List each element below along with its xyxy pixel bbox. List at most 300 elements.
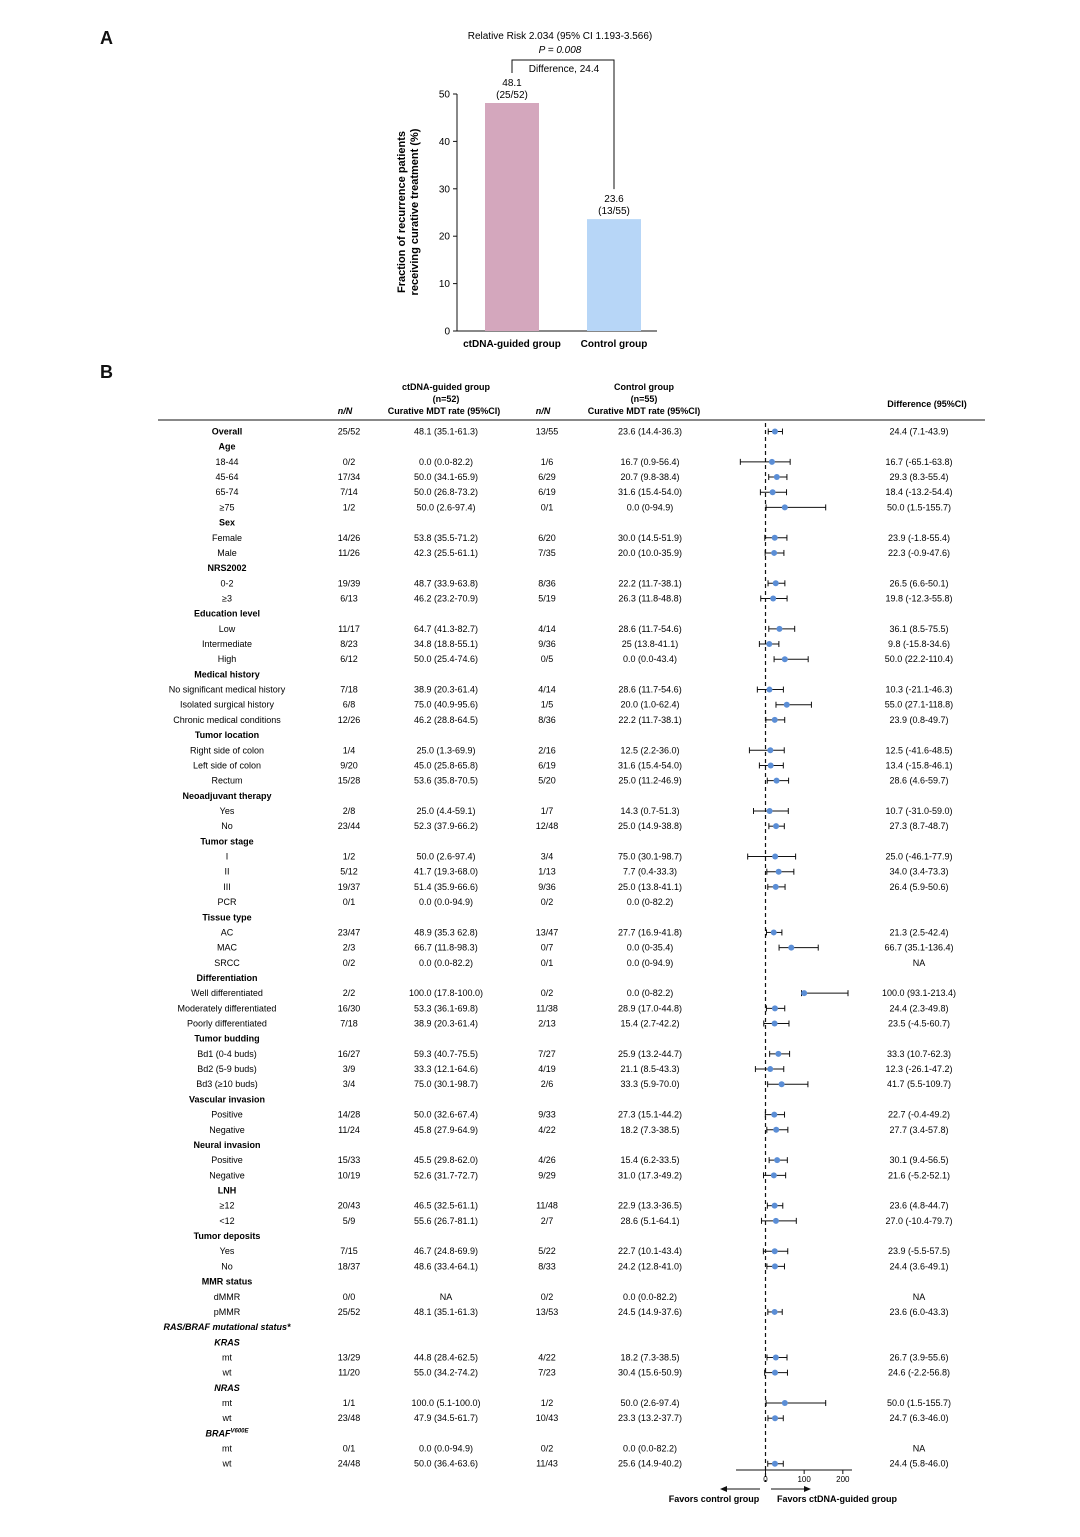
cell-n2: 0/1 [540,502,554,513]
point-estimate [767,1066,773,1072]
cell-n1: 6/8 [342,699,356,710]
cell-rate1: 45.0 (25.8-65.8) [413,760,479,771]
subgroup-header-row [218,1186,237,1196]
cell-n2: 13/53 [535,1306,559,1317]
cell-n1: 14/26 [337,532,361,543]
cell-n2: 0/2 [540,897,554,908]
cell-n2: 13/47 [535,927,559,938]
cell-rate1: 64.7 (41.3-82.7) [413,623,479,634]
cell-rate2: 24.5 (14.9-37.6) [617,1306,683,1317]
table-row [218,654,953,664]
subgroup-header-row [194,669,260,679]
row-label: <12 [219,1215,235,1226]
row-label: Female [211,532,243,543]
point-estimate [772,1263,778,1269]
point-estimate [774,778,780,784]
table-row [169,685,953,695]
cell-difference: 100.0 (93.1-213.4) [881,988,957,999]
cell-n2: 9/29 [538,1170,556,1181]
y-axis-label-line: receiving curative treatment (%) [409,128,421,296]
cell-rate2: 25.0 (13.8-41.1) [617,881,683,892]
header-difference: Difference (95%CI) [887,399,967,409]
row-label: III [223,881,231,892]
cell-rate1: NA [439,1291,453,1302]
cell-rate2: 25.6 (14.9-40.2) [617,1458,683,1469]
point-estimate [776,626,782,632]
cell-rate2: 22.2 (11.7-38.1) [618,714,682,725]
cell-rate1: 48.1 (35.1-61.3) [413,1306,479,1317]
cell-difference: 16.7 (-65.1-63.8) [885,456,953,467]
table-row [178,1003,949,1013]
cell-rate2: 21.1 (8.5-43.3) [620,1064,680,1075]
cell-n2: 1/13 [538,866,556,877]
row-label: Intermediate [201,639,253,650]
cell-rate1: 0.0 (0.0-94.9) [418,1443,474,1454]
row-label: No significant medical history [168,684,286,695]
cell-n2: 12/48 [535,821,559,832]
cell-difference: 50.0 (1.5-155.7) [886,1398,952,1409]
cell-difference: 23.6 (6.0-43.3) [889,1306,949,1317]
header-nn-2: n/N [535,406,551,416]
table-row [209,1170,950,1180]
cell-rate1: 50.0 (25.4-74.6) [413,654,479,665]
cell-rate1: 48.6 (33.4-64.1) [413,1261,479,1272]
cell-n1: 20/43 [337,1200,361,1211]
point-estimate [782,504,788,510]
subgroup-header-row [214,1337,240,1347]
row-label: II [224,866,230,877]
x-category-label: Control group [580,339,648,350]
difference-text: Difference, 24.4 [528,64,600,75]
cell-rate2: 28.6 (11.7-54.6) [618,623,682,634]
subgroup-header-row [182,791,271,801]
table-row [222,1352,949,1362]
cell-rate2: 20.0 (10.0-35.9) [617,547,683,558]
table-row [224,867,948,877]
cell-n1: 16/30 [337,1003,361,1014]
table-row [190,745,953,755]
cell-n2: 5/22 [538,1246,556,1257]
row-label: AC [220,927,234,938]
cell-rate1: 50.0 (2.6-97.4) [416,851,476,862]
cell-rate2: 25.0 (14.9-38.8) [617,821,683,832]
point-estimate [769,459,775,465]
table-row [193,760,953,770]
cell-n1: 0/1 [342,897,356,908]
cell-difference: 21.6 (-5.2-52.1) [887,1170,951,1181]
cell-difference: 34.0 (3.4-73.3) [889,866,949,877]
cell-difference: 23.9 (-1.8-55.4) [887,532,951,543]
cell-rate2: 28.6 (11.7-54.6) [618,684,682,695]
cell-rate2: 25 (13.8-41.1) [621,639,679,650]
point-estimate [774,1157,780,1163]
point-estimate [772,1005,778,1011]
cell-n1: 24/48 [337,1458,361,1469]
row-label-superscript: V600E [230,1428,249,1435]
subgroup-header-row [196,973,257,983]
cell-n1: 11/17 [338,623,360,634]
cell-difference: 50.0 (22.2-110.4) [884,654,954,665]
point-estimate [771,550,777,556]
header-group2-title: Control group [614,382,674,392]
cell-rate2: 25.9 (13.2-44.7) [617,1048,683,1059]
cell-rate2: 28.6 (5.1-64.1) [620,1215,680,1226]
cell-rate1: 42.3 (25.5-61.1) [413,547,479,558]
table-row [222,1398,951,1408]
point-estimate [779,1081,785,1087]
cell-rate2: 23.3 (13.2-37.7) [617,1413,683,1424]
cell-difference: 25.0 (-46.1-77.9) [885,851,953,862]
table-row [202,639,950,649]
row-label: Tumor location [194,730,260,741]
point-estimate [772,1021,778,1027]
cell-rate2: 20.0 (1.0-62.4) [620,699,680,710]
row-label: Bd2 (5-9 buds) [197,1064,257,1075]
favors-control-label: Favors control group [668,1494,760,1504]
cell-n2: 2/6 [540,1079,554,1090]
cell-n2: 11/48 [536,1200,558,1211]
table-row [173,715,948,725]
cell-n2: 1/6 [540,456,554,467]
table-row [187,1019,950,1029]
table-row [215,472,948,482]
cell-n2: 7/23 [538,1367,556,1378]
point-estimate [784,702,790,708]
cell-n1: 11/26 [338,547,360,558]
table-row [222,1413,949,1423]
cell-rate1: 46.7 (24.8-69.9) [413,1246,479,1257]
cell-n2: 4/14 [538,684,556,695]
bar-count-label: (25/52) [496,90,528,102]
subgroup-header-row [189,1094,265,1104]
row-label: Tumor budding [194,1033,260,1044]
header-group1-rate: Curative MDT rate (95%CI) [387,406,501,416]
cell-n2: 0/7 [540,942,554,953]
cell-n1: 1/2 [342,502,356,513]
point-estimate [772,1248,778,1254]
cell-n2: 8/36 [538,714,556,725]
cell-n1: 0/2 [342,456,356,467]
row-label: I [225,851,229,862]
row-label: NRAS [214,1382,240,1393]
cell-n1: 5/9 [342,1215,356,1226]
table-row [219,624,949,634]
y-tick-label: 40 [438,136,450,148]
point-estimate [772,429,778,435]
point-estimate [767,808,773,814]
row-label: No [221,821,233,832]
row-label: Bd3 (≥10 buds) [196,1079,258,1090]
table-row [209,1125,948,1135]
subgroup-header-row [193,1140,260,1150]
row-label: Yes [219,1246,235,1257]
cell-n2: 9/33 [538,1109,556,1120]
cell-rate1: 48.1 (35.1-61.3) [413,426,479,437]
cell-n2: 1/7 [540,806,554,816]
cell-rate2: 25.0 (11.2-46.9) [618,775,682,786]
row-label: Rectum [211,775,243,786]
cell-n1: 14/28 [337,1109,361,1120]
cell-rate2: 23.6 (14.4-36.3) [617,426,683,437]
cell-difference: 12.3 (-26.1-47.2) [885,1064,953,1075]
cell-rate2: 15.4 (2.7-42.2) [620,1018,680,1029]
cell-n2: 9/36 [538,881,556,892]
cell-rate2: 30.4 (15.6-50.9) [617,1367,683,1378]
row-label: pMMR [213,1306,241,1317]
cell-rate2: 15.4 (6.2-33.5) [620,1155,680,1166]
cell-rate1: 53.6 (35.8-70.5) [413,775,479,786]
row-label: Education level [193,608,261,619]
cell-n2: 4/19 [538,1064,556,1075]
y-tick-label: 0 [444,326,450,338]
cell-n1: 2/8 [342,806,356,816]
point-estimate [766,641,772,647]
cell-n2: 8/33 [538,1261,556,1272]
cell-rate1: 46.2 (28.8-64.5) [413,714,479,725]
cell-difference: 21.3 (2.5-42.4) [889,927,949,938]
point-estimate [773,580,779,586]
cell-rate1: 33.3 (12.1-64.6) [413,1064,479,1075]
row-label: Vascular invasion [188,1094,266,1105]
cell-n1: 2/2 [342,988,356,999]
cell-n1: 11/20 [338,1367,360,1378]
row-label: Moderately differentiated [177,1003,277,1014]
row-label: mt [222,1443,232,1454]
cell-rate2: 22.7 (10.1-43.4) [617,1246,683,1257]
panel-a-letter: A [100,28,113,48]
table-row [214,1307,949,1317]
cell-difference: 19.8 (-12.3-55.8) [885,593,953,604]
point-estimate [772,717,778,723]
cell-rate1: 47.9 (34.5-61.7) [413,1413,479,1424]
cell-rate2: 0.0 (0.0-82.2) [622,1443,678,1454]
cell-n2: 7/27 [538,1048,556,1059]
cell-difference: 22.3 (-0.9-47.6) [887,547,951,558]
cell-rate1: 100.0 (5.1-100.0) [411,1398,481,1409]
cell-rate1: 38.9 (20.3-61.4) [413,684,479,695]
cell-difference: 10.7 (-31.0-59.0) [885,806,953,816]
cell-difference: 66.7 (35.1-136.4) [884,942,954,953]
point-estimate [774,474,780,480]
cell-n1: 10/19 [337,1170,361,1181]
table-row [220,806,953,816]
row-label: Well differentiated [191,988,263,999]
row-label: MMR status [201,1276,253,1287]
subgroup-header-row [194,1231,261,1241]
cell-difference: 24.4 (5.8-46.0) [889,1458,949,1469]
cell-difference: 24.6 (-2.2-56.8) [887,1367,951,1378]
cell-n2: 6/20 [538,532,556,543]
cell-n2: 4/26 [538,1155,556,1166]
subgroup-header-row [207,563,246,573]
forest-x-tick-label: 0 [763,1475,768,1484]
cell-n1: 0/2 [342,957,356,968]
cell-rate2: 33.3 (5.9-70.0) [620,1079,680,1090]
header-nn-1: n/N [337,406,353,416]
row-label: ≥3 [222,593,232,604]
cell-rate1: 52.3 (37.9-66.2) [413,821,479,832]
cell-rate2: 0.0 (0.0-82.2) [622,1291,678,1302]
cell-n1: 0/0 [342,1291,356,1302]
row-label: Overall [211,426,243,437]
cell-n1: 3/4 [342,1079,356,1090]
cell-rate1: 45.8 (27.9-64.9) [413,1124,479,1135]
cell-rate2: 24.2 (12.8-41.0) [617,1261,683,1272]
cell-difference: 41.7 (5.5-109.7) [886,1079,952,1090]
point-estimate [772,1203,778,1209]
cell-rate2: 30.0 (14.5-51.9) [617,532,683,543]
cell-n1: 2/3 [342,942,356,953]
cell-n2: 4/14 [538,623,556,634]
cell-n1: 12/26 [337,714,361,725]
point-estimate [771,1112,777,1118]
subgroup-header-row [194,609,260,619]
cell-n1: 13/29 [337,1352,361,1363]
row-label: Tissue type [202,912,252,923]
cell-rate1: 25.0 (4.4-59.1) [416,806,476,816]
table-row [217,943,954,953]
row-label: Bd1 (0-4 buds) [197,1048,257,1059]
cell-difference: 24.4 (2.3-49.8) [889,1003,949,1014]
cell-rate2: 0.0 (0-94.9) [626,957,674,968]
cell-n1: 8/23 [340,639,358,650]
cell-difference: 13.4 (-15.8-46.1) [885,760,953,771]
cell-difference: 50.0 (1.5-155.7) [886,502,952,513]
point-estimate [773,823,779,829]
cell-n1: 25/52 [337,426,361,437]
row-label: Chronic medical conditions [173,714,281,725]
y-tick-label: 20 [438,231,450,243]
cell-rate1: 50.0 (36.4-63.6) [413,1458,479,1469]
cell-difference: 36.1 (8.5-75.5) [889,623,949,634]
point-estimate [767,747,773,753]
cell-rate1: 53.3 (36.1-69.8) [413,1003,479,1014]
cell-difference: 28.6 (4.6-59.7) [889,775,949,786]
cell-n1: 15/28 [337,775,361,786]
cell-difference: 27.7 (3.4-57.8) [889,1124,949,1135]
cell-n2: 0/2 [540,1291,554,1302]
cell-rate1: 48.7 (33.9-63.8) [413,578,479,589]
bar-value-label: 48.1 [502,78,522,90]
cell-n1: 5/12 [340,866,358,877]
cell-rate1: 46.2 (23.2-70.9) [413,593,479,604]
row-label: High [217,654,237,665]
table-row [220,502,952,512]
cell-rate2: 20.7 (9.8-38.4) [620,472,680,483]
row-label: NRS2002 [207,563,247,574]
header-group2-rate: Curative MDT rate (95%CI) [587,406,701,416]
cell-n1: 23/47 [337,927,361,938]
row-label: Age [218,441,236,452]
subgroup-header-row [219,518,235,528]
table-row [196,1079,951,1089]
cell-difference: 23.5 (-4.5-60.7) [887,1018,951,1029]
cell-difference: 26.5 (6.6-50.1) [889,578,949,589]
cell-rate2: 16.7 (0.9-56.4) [620,456,680,467]
cell-n2: 5/19 [538,593,556,604]
cell-difference: 23.9 (0.8-49.7) [889,714,949,725]
cell-n1: 11/24 [338,1124,360,1135]
row-label: wt [222,1367,232,1378]
cell-rate2: 18.2 (7.3-38.5) [620,1352,680,1363]
table-row [226,852,953,862]
table-row [220,1201,949,1211]
point-estimate [776,869,782,875]
table-row [197,1049,951,1059]
row-label: $BRAF^{V600E}$ [205,1428,249,1439]
cell-n1: 6/12 [340,654,358,665]
point-estimate [788,945,794,951]
subgroup-header-row [214,1383,240,1393]
cell-rate1: 0.0 (0.0-82.2) [418,957,474,968]
point-estimate [801,990,807,996]
cell-difference: 23.6 (4.8-44.7) [889,1200,949,1211]
cell-rate2: 22.2 (11.7-38.1) [618,578,682,589]
cell-rate1: 52.6 (31.7-72.7) [413,1170,479,1181]
cell-n2: 13/55 [535,426,559,437]
table-row [220,578,948,588]
row-label: SRCC [214,957,240,968]
cell-n2: 11/38 [536,1003,558,1014]
header-group2-n: (n=55) [630,394,658,404]
table-row [211,1155,948,1165]
table-row [197,1064,952,1074]
table-row [222,1444,925,1454]
point-estimate [770,489,776,495]
cell-rate1: 48.9 (35.3 62.8) [414,927,478,938]
cell-n1: 19/37 [337,881,361,892]
cell-n2: 5/20 [538,775,556,786]
cell-n2: 0/1 [540,957,554,968]
cell-rate2: 31.0 (17.3-49.2) [617,1170,683,1181]
cell-n1: 1/2 [342,851,356,862]
row-label: 0-2 [220,578,234,589]
subgroup-header-row [195,730,259,740]
subgroup-header-row [202,912,251,922]
row-label: wt [222,1458,232,1469]
cell-rate2: 12.5 (2.2-36.0) [620,745,680,756]
point-estimate [775,1051,781,1057]
row-label: Negative [209,1124,245,1135]
cell-difference: NA [912,1291,926,1302]
cell-n2: 7/35 [538,547,556,558]
cell-rate1: 50.0 (32.6-67.4) [413,1109,479,1120]
cell-difference: 27.3 (8.7-48.7) [889,821,949,832]
y-axis-label-line: Fraction of recurrence patients [396,131,408,293]
cell-n2: 0/5 [540,654,554,665]
cell-n1: 7/14 [340,487,358,498]
cell-n1: 1/1 [342,1398,356,1409]
point-estimate [771,1172,777,1178]
cell-n2: 4/22 [538,1352,556,1363]
cell-rate1: 66.7 (11.8-98.3) [414,942,478,953]
cell-rate1: 38.9 (20.3-61.4) [413,1018,479,1029]
table-row [191,988,956,998]
row-label: dMMR [213,1291,241,1302]
row-label: mt [222,1398,232,1409]
cell-n1: 23/44 [337,821,361,832]
row-label: Differentiation [196,972,258,983]
cell-difference: 30.1 (9.4-56.5) [889,1155,949,1166]
point-estimate [773,884,779,890]
cell-rate1: 50.0 (26.8-73.2) [413,487,479,498]
point-estimate [782,1400,788,1406]
p-value-text: P = 0.008 [538,45,582,56]
point-estimate [766,687,772,693]
cell-difference: 23.9 (-5.5-57.5) [887,1246,951,1257]
cell-rate1: 53.8 (35.5-71.2) [413,532,479,543]
cell-rate2: 27.7 (16.9-41.8) [617,927,683,938]
